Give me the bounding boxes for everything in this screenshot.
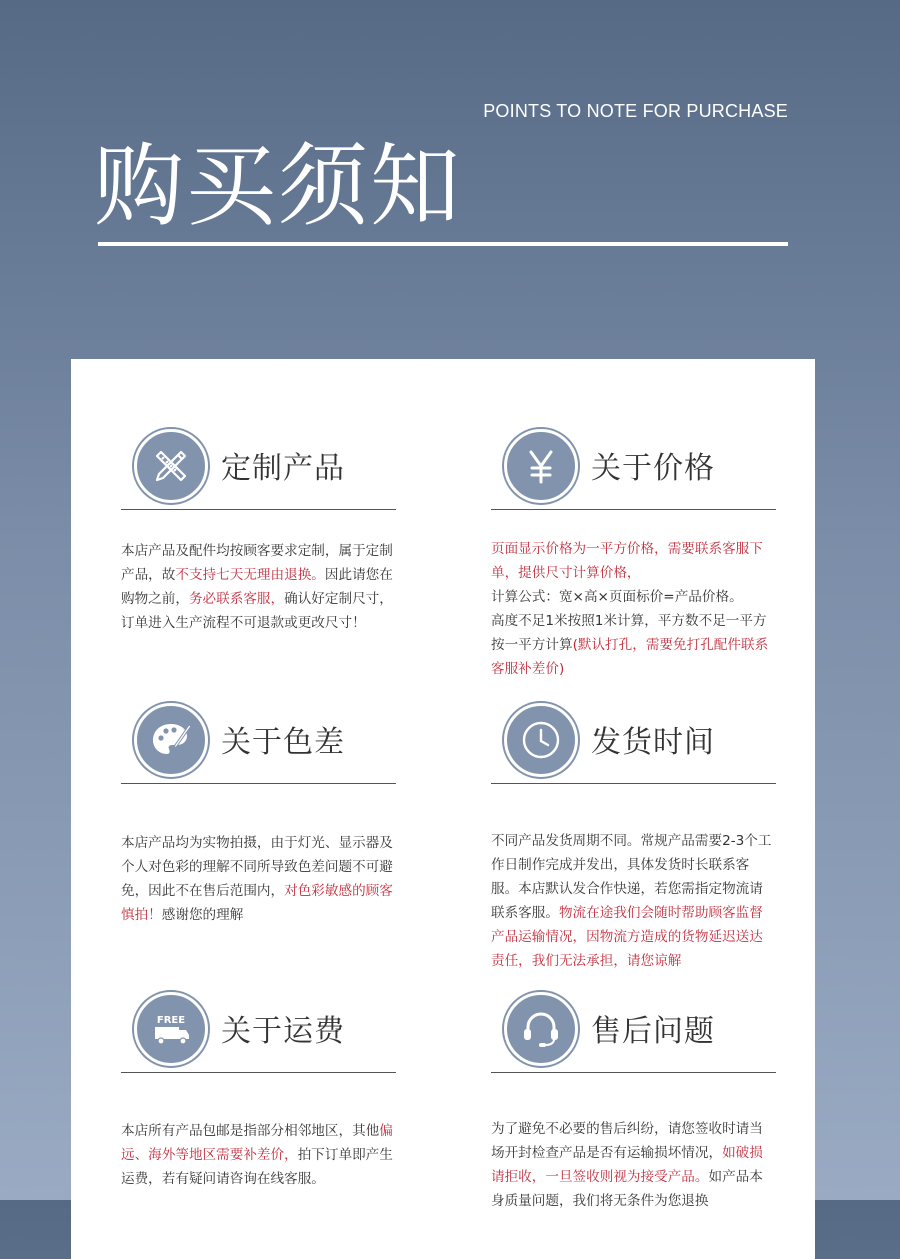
highlight-text: 不支持七天无理由退换。: [175, 567, 325, 583]
section-divider: [491, 1072, 776, 1073]
highlight-text: 对色彩敏感的顾客慎拍！: [121, 883, 393, 923]
body-text: 本店产品及配件均按顾客要求定制，属于定制产品，故: [121, 543, 393, 583]
subtitle: POINTS TO NOTE FOR PURCHASE: [483, 101, 788, 121]
clock-icon: [504, 703, 578, 777]
section-title: 关于运费: [221, 1014, 345, 1049]
highlight-text: 偏远、海外等地区需要补差价，: [121, 1123, 393, 1163]
section-title: 发货时间: [591, 725, 715, 760]
icon-free-label: FREE: [156, 1015, 186, 1026]
body-text: 感谢您的理解: [161, 907, 244, 923]
palette-icon: [134, 703, 208, 777]
free-shipping-truck-icon: [134, 992, 208, 1066]
section-title: 关于色差: [221, 725, 345, 760]
section-body: [121, 1119, 396, 1191]
section-body: [491, 829, 776, 973]
body-text: 因此请您在购物之前，: [121, 567, 393, 607]
body-text: 拍下订单即产生运费，若有疑问请咨询在线客服。: [121, 1147, 393, 1187]
section-divider: [491, 509, 776, 510]
headset-icon: [504, 992, 578, 1066]
section-body: [491, 1117, 766, 1213]
body-text: 本店产品均为实物拍摄，由于灯光、显示器及个人对色彩的理解不同所导致色差问题不可避免，因此不在售后范围内，: [121, 835, 393, 899]
section-divider: [121, 509, 396, 510]
section-divider: [491, 783, 776, 784]
section-title: 售后问题: [591, 1014, 715, 1049]
section-title: 定制产品: [221, 451, 345, 486]
title-divider: [98, 242, 788, 246]
highlight-text: 物流在途我们会随时帮助顾客监督产品运输情况，因物流方造成的货物延迟送达责任，我们无法承担，请您谅解: [491, 905, 763, 969]
section-title: 关于价格: [591, 451, 715, 486]
body-text: 确认好定制尺寸，订单进入生产流程不可退款或更改尺寸！: [121, 591, 393, 631]
notice-card: [71, 359, 815, 1259]
body-text: 计算公式：宽×高×页面标价=产品价格。 高度不足1米按照1米计算，平方数不足一平方按一平方计算: [491, 589, 767, 653]
highlight-text: (默认打孔，需要免打孔配件联系客服补差价): [491, 637, 769, 677]
ruler-pencil-icon: [134, 429, 208, 503]
highlight-text: 务必联系客服，: [188, 591, 285, 607]
body-text: 不同产品发货周期不同。常规产品需要2-3个工作日制作完成并发出，具体发货时长联系客服。本店默认发合作快递，若您需指定物流请联系客服。: [491, 833, 772, 921]
section-divider: [121, 1072, 396, 1073]
page-title: 购买须知: [94, 134, 462, 239]
section-divider: [121, 783, 396, 784]
highlight-text: 如破损请拒收，一旦签收则视为接受产品。: [491, 1145, 763, 1185]
section-body: [121, 539, 396, 635]
yen-icon: [504, 429, 578, 503]
body-text: 本店所有产品包邮是指部分相邻地区，其他: [121, 1123, 380, 1139]
body-text: 如产品本身质量问题，我们将无条件为您退换: [491, 1169, 763, 1209]
section-body: [491, 537, 776, 681]
body-text: 为了避免不必要的售后纠纷，请您签收时请当场开封检查产品是否有运输损坏情况，: [491, 1121, 763, 1161]
highlight-text: 页面显示价格为一平方价格，需要联系客服下单，提供尺寸计算价格，: [491, 541, 763, 581]
section-body: [121, 831, 396, 927]
